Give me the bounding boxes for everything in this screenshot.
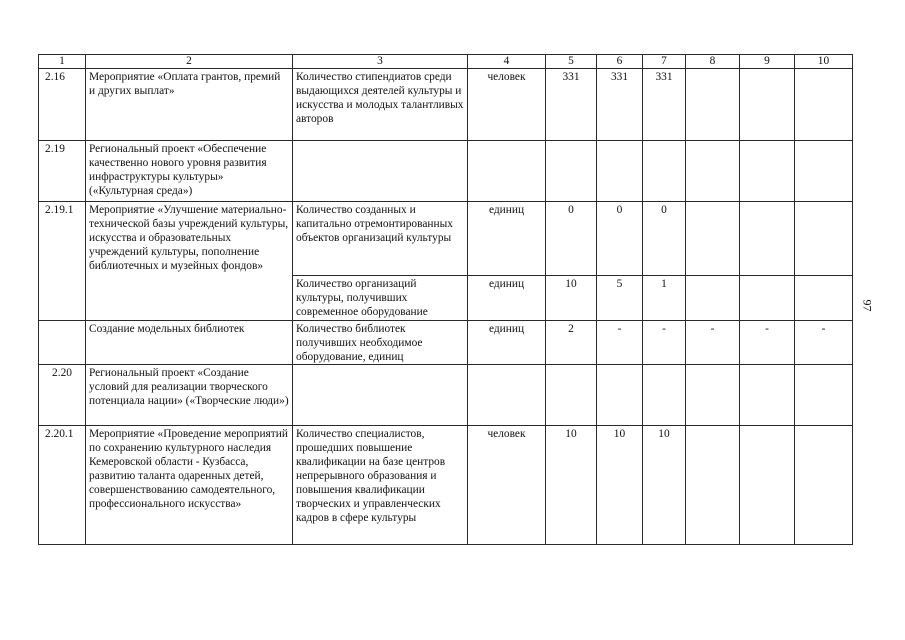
value-cell: 0 [546, 202, 597, 276]
value-cell: 2 [546, 321, 597, 365]
header-row [39, 55, 853, 69]
event-cell: Региональный проект «Обеспечение качественно нового уровня развития инфраструктуры культуры» («Культурная среда») [86, 141, 293, 202]
row-number [39, 321, 86, 365]
table-row [39, 69, 853, 141]
value-cell: 331 [597, 69, 643, 141]
col-header: 10 [795, 55, 853, 69]
event-cell: Создание модельных библиотек [86, 321, 293, 365]
col-header: 7 [643, 55, 686, 69]
value-cell [740, 202, 795, 276]
event-cell: Региональный проект «Создание условий для реализации творческого потенциала нации» («Творческие люди») [86, 365, 293, 426]
value-cell: 0 [597, 202, 643, 276]
table-row [39, 426, 853, 545]
unit-cell: человек [468, 426, 546, 545]
value-cell [740, 426, 795, 545]
value-cell: 10 [546, 426, 597, 545]
value-cell [795, 141, 853, 202]
value-cell: 5 [597, 276, 643, 321]
row-number: 2.19 [39, 141, 86, 202]
value-cell [740, 141, 795, 202]
value-cell [686, 141, 740, 202]
table-row [39, 321, 853, 365]
value-cell: - [740, 321, 795, 365]
value-cell: - [643, 321, 686, 365]
col-header: 1 [39, 55, 86, 69]
col-header: 3 [293, 55, 468, 69]
indicator-cell [293, 141, 468, 202]
event-cell: Мероприятие «Проведение мероприятий по сохранению культурного наследия Кемеровской области - Кузбасса, развитию таланта одаренных детей, совершенствованию самодеятельного, профессионального искусства» [86, 426, 293, 545]
col-header: 8 [686, 55, 740, 69]
value-cell [686, 365, 740, 426]
value-cell: - [795, 321, 853, 365]
value-cell: 10 [643, 426, 686, 545]
value-cell [546, 141, 597, 202]
value-cell [795, 202, 853, 276]
value-cell: 0 [643, 202, 686, 276]
col-header: 2 [86, 55, 293, 69]
value-cell: 1 [643, 276, 686, 321]
value-cell [795, 69, 853, 141]
value-cell [597, 141, 643, 202]
col-header: 6 [597, 55, 643, 69]
value-cell: 10 [597, 426, 643, 545]
indicator-cell: Количество созданных и капитально отремонтированных объектов организаций культуры [293, 202, 468, 276]
indicator-cell: Количество специалистов, прошедших повышение квалификации на базе центров непрерывного образования и повышения квалификации творческих и управленческих кадров в сфере культуры [293, 426, 468, 545]
indicators-table [38, 54, 853, 545]
value-cell [643, 365, 686, 426]
value-cell [740, 276, 795, 321]
unit-cell [468, 141, 546, 202]
value-cell [740, 69, 795, 141]
value-cell [643, 141, 686, 202]
value-cell [795, 365, 853, 426]
value-cell [546, 365, 597, 426]
value-cell [686, 426, 740, 545]
event-cell: Мероприятие «Улучшение материально-технической базы учреждений культуры, искусства и образовательных учреждений культуры, пополнение библиотечных и музейных фондов» [86, 202, 293, 321]
value-cell: - [597, 321, 643, 365]
indicator-cell: Количество библиотек получивших необходимое оборудование, единиц [293, 321, 468, 365]
value-cell [686, 276, 740, 321]
col-header: 9 [740, 55, 795, 69]
unit-cell: человек [468, 69, 546, 141]
col-header: 4 [468, 55, 546, 69]
unit-cell: единиц [468, 321, 546, 365]
row-number: 2.20 [39, 365, 86, 426]
event-cell: Мероприятие «Оплата грантов, премий и других выплат» [86, 69, 293, 141]
unit-cell: единиц [468, 202, 546, 276]
row-number: 2.19.1 [39, 202, 86, 321]
value-cell [740, 365, 795, 426]
value-cell [686, 69, 740, 141]
indicator-cell: Количество организаций культуры, получивших современное оборудование [293, 276, 468, 321]
page-number: 97 [860, 299, 875, 312]
table-row [39, 141, 853, 202]
value-cell: 331 [643, 69, 686, 141]
table-row [39, 202, 853, 276]
value-cell: - [686, 321, 740, 365]
value-cell [795, 276, 853, 321]
row-number: 2.16 [39, 69, 86, 141]
unit-cell [468, 365, 546, 426]
value-cell [597, 365, 643, 426]
unit-cell: единиц [468, 276, 546, 321]
value-cell [686, 202, 740, 276]
value-cell: 10 [546, 276, 597, 321]
indicator-cell: Количество стипендиатов среди выдающихся деятелей культуры и искусства и молодых талантливых авторов [293, 69, 468, 141]
indicator-cell [293, 365, 468, 426]
row-number: 2.20.1 [39, 426, 86, 545]
value-cell [795, 426, 853, 545]
table-row [39, 365, 853, 426]
col-header: 5 [546, 55, 597, 69]
value-cell: 331 [546, 69, 597, 141]
